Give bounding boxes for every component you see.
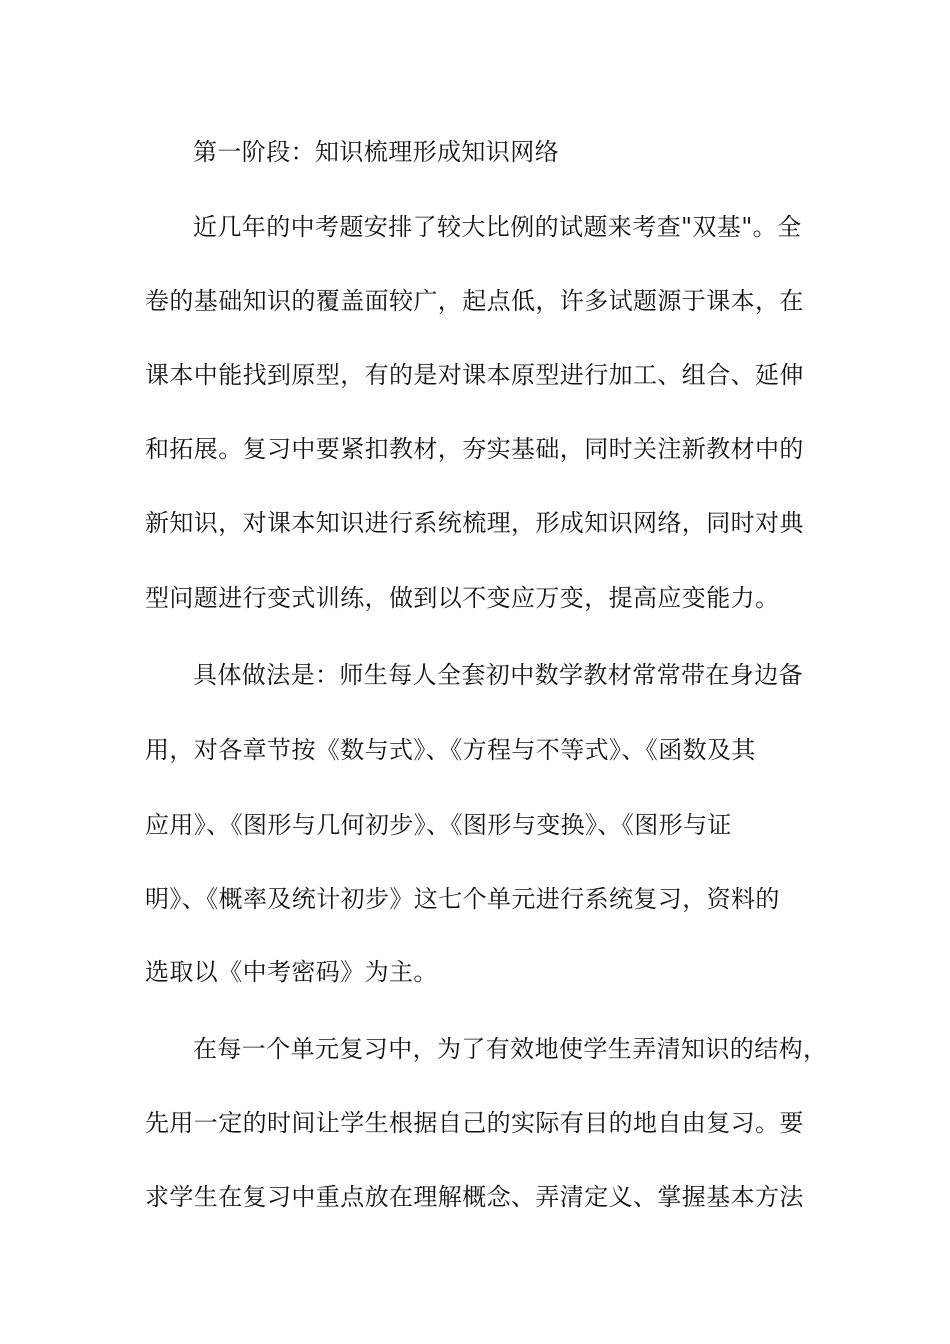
paragraph-1-line-4: 和拓展。复习中要紧扣教材，夯实基础，同时关注新教材中的 [145,435,804,463]
paragraph-1-line-3: 课本中能找到原型，有的是对课本原型进行加工、组合、延伸 [145,361,804,389]
paragraph-1-line-1: 近几年的中考题安排了较大比例的试题来考查"双基"。全 [193,213,802,241]
paragraph-1-line-2: 卷的基础知识的覆盖面较广，起点低，许多试题源于课本，在 [145,287,804,315]
paragraph-3-line-2: 先用一定的时间让学生根据自己的实际有目的地自由复习。要 [145,1109,804,1137]
paragraph-2-line-3: 应用》、《图形与几何初步》、《图形与变换》、《图形与证 [145,811,732,839]
paragraph-2-line-4: 明》、《概率及统计初步》这七个单元进行系统复习，资料的 [145,885,780,913]
section-heading: 第一阶段：知识梳理形成知识网络 [193,138,559,166]
paragraph-1-line-5: 新知识，对课本知识进行系统梳理，形成知识网络，同时对典 [145,509,804,537]
paragraph-2-line-2: 用，对各章节按《数与式》、《方程与不等式》、《函数及其 [145,736,756,764]
paragraph-1-line-6: 型问题进行变式训练，做到以不变应万变，提高应变能力。 [145,584,780,612]
paragraph-3-line-3: 求学生在复习中重点放在理解概念、弄清定义、掌握基本方法 [145,1183,804,1211]
paragraph-2-line-5: 选取以《中考密码》为主。 [145,958,438,986]
paragraph-3-line-1: 在每一个单元复习中，为了有效地使学生弄清知识的结构， [193,1035,828,1063]
paragraph-2-line-1: 具体做法是：师生每人全套初中数学教材常常带在身边备 [193,661,803,689]
